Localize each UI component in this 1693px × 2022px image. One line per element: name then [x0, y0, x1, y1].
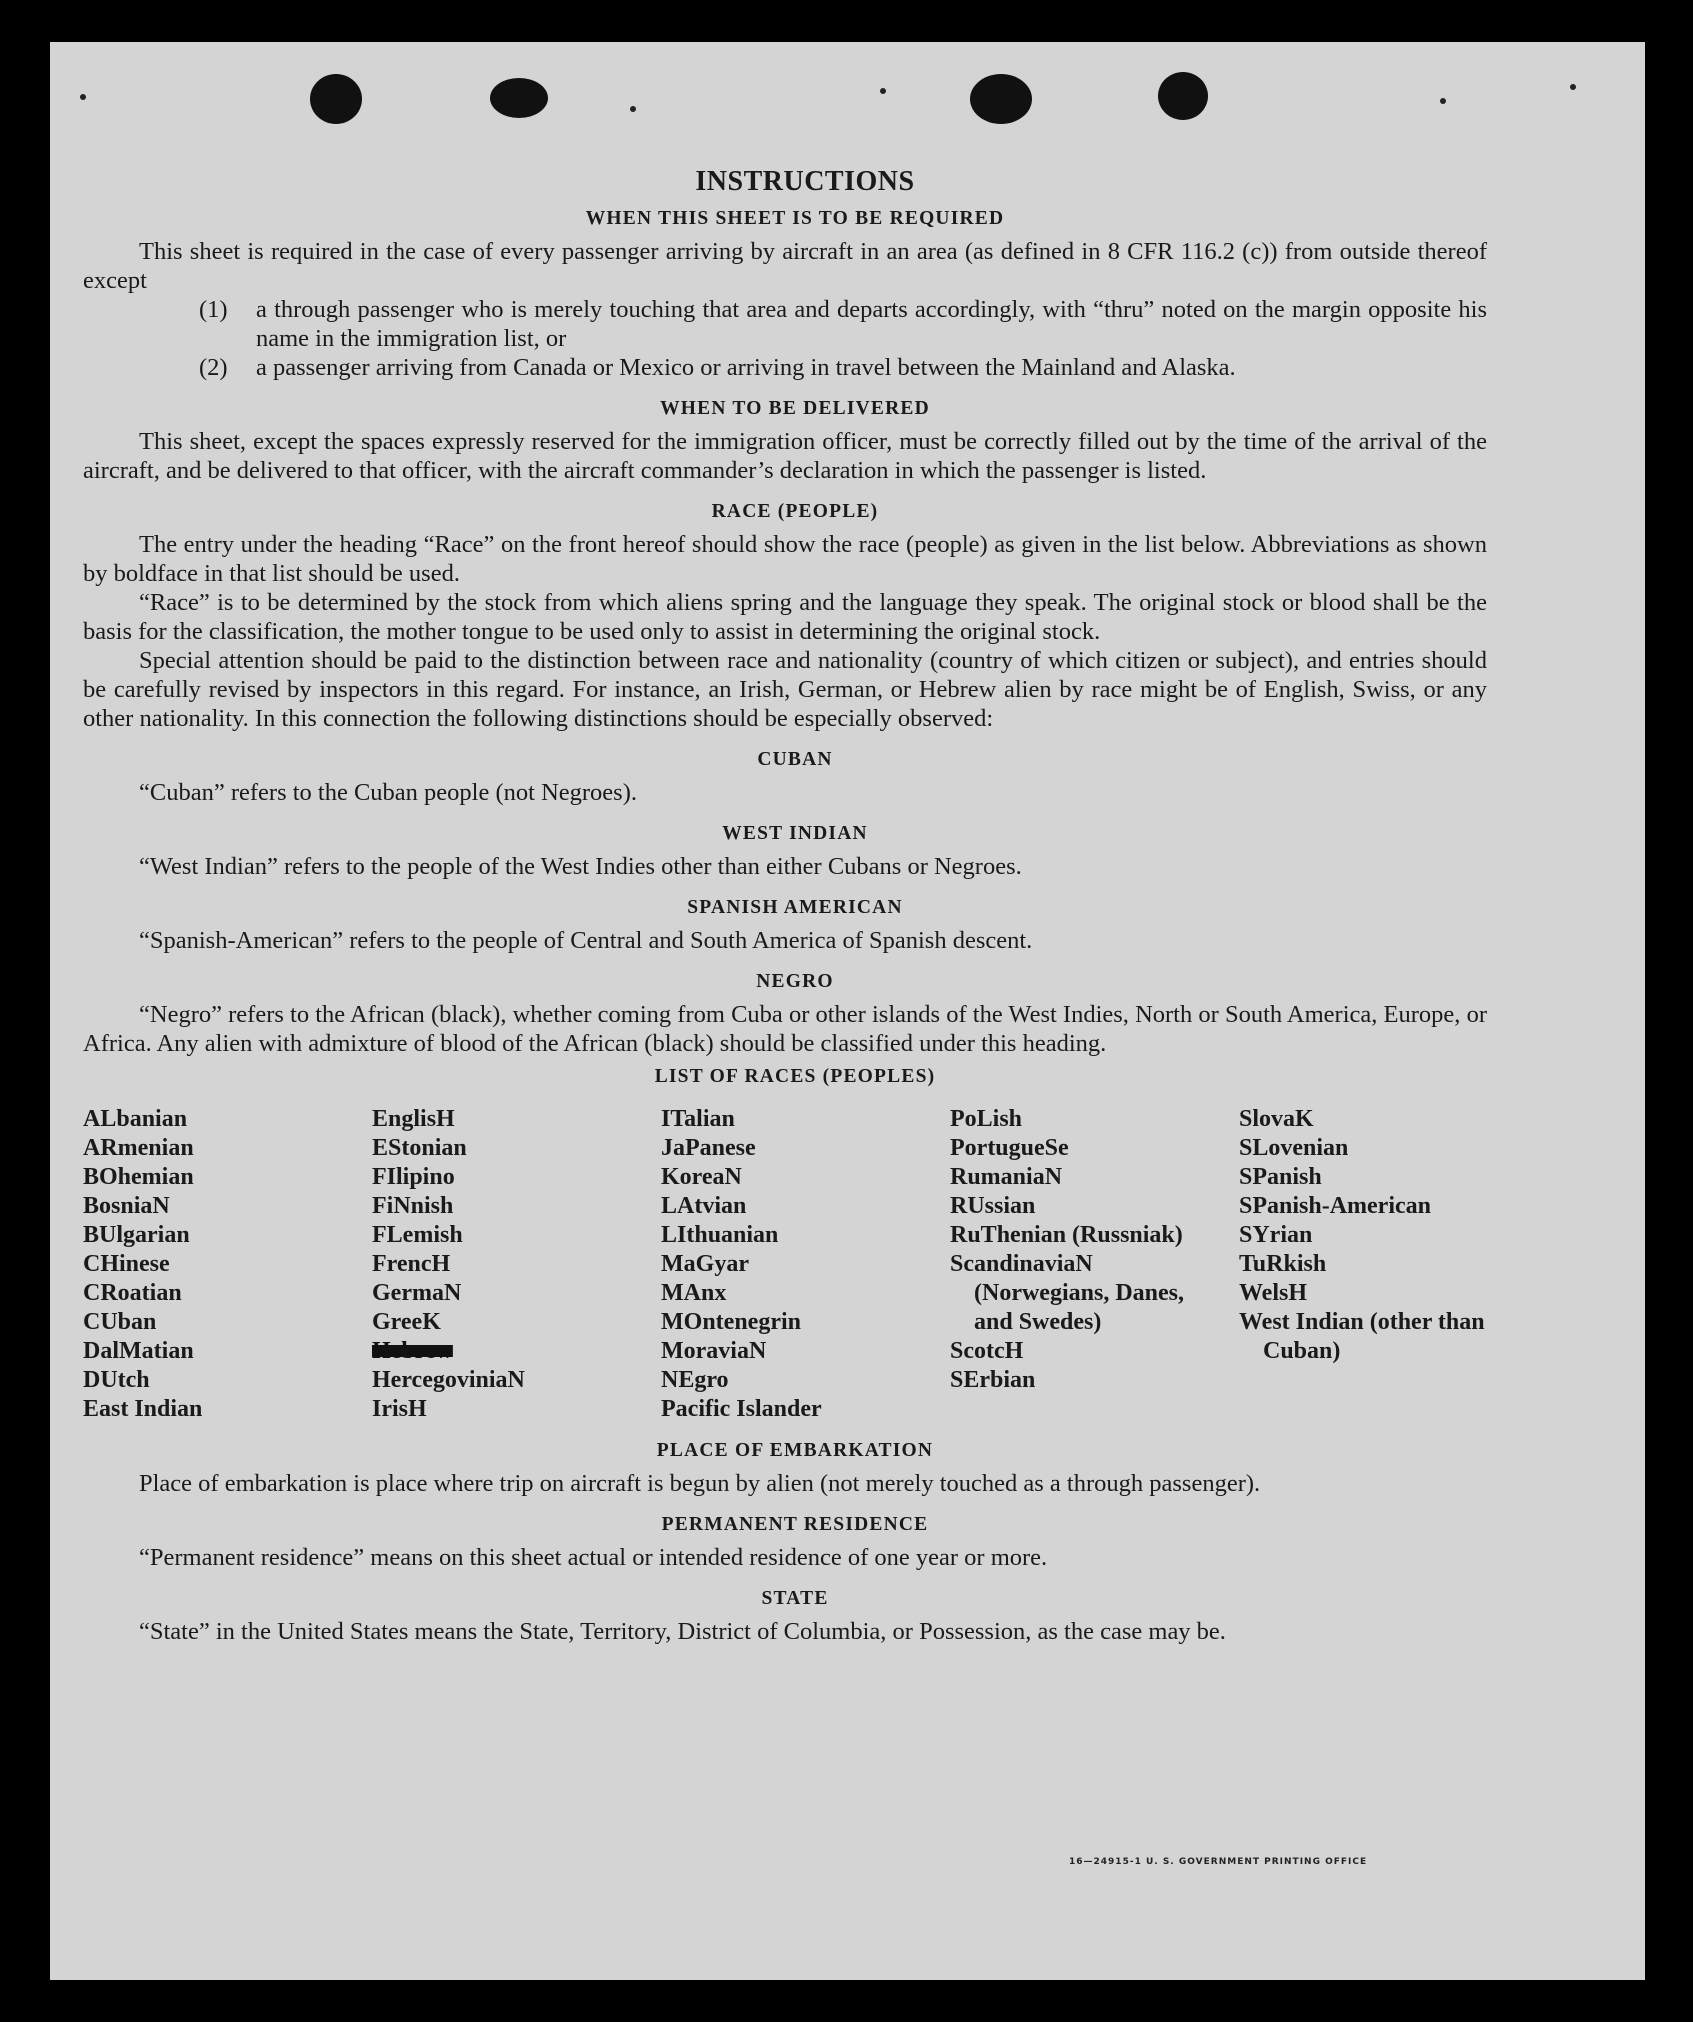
heading-race: RACE (PEOPLE): [711, 501, 879, 522]
cuban-text: “Cuban” refers to the Cuban people (not Negroes).: [139, 779, 637, 806]
spanish-american-text: “Spanish-American” refers to the people of Central and South America of Spanish descent.: [139, 927, 1033, 954]
race-item: SErbian: [950, 1367, 1036, 1393]
speck: [880, 88, 886, 94]
race-item: ARmenian: [83, 1135, 194, 1161]
race-item: East Indian: [83, 1396, 203, 1422]
document-sheet: [50, 42, 1645, 1980]
race-item: CUban: [83, 1309, 157, 1335]
speck: [630, 106, 636, 112]
heading-spanish-american: SPANISH AMERICAN: [687, 897, 903, 918]
punch-hole: [310, 74, 362, 124]
speck: [1570, 84, 1576, 90]
race-item: TuRkish: [1239, 1251, 1327, 1277]
page-title: INSTRUCTIONS: [695, 166, 915, 197]
races-column: [1239, 1105, 1499, 1424]
race-item: RuThenian (Russniak): [950, 1222, 1183, 1248]
race-item: FrencH: [372, 1251, 451, 1277]
heading-when-required: WHEN THIS SHEET IS TO BE REQUIRED: [585, 208, 1005, 229]
race-item: EStonian: [372, 1135, 467, 1161]
exception-list: [83, 295, 1487, 382]
race-item: PoLish: [950, 1106, 1023, 1132]
races-column: [950, 1105, 1239, 1424]
race-item: CRoatian: [83, 1280, 182, 1306]
printing-office-code: 16—24915-1 U. S. GOVERNMENT PRINTING OFFICE: [1069, 1857, 1368, 1867]
race-item: FiNnish: [372, 1193, 454, 1219]
race-item: RumaniaN: [950, 1164, 1063, 1190]
races-column: [372, 1105, 661, 1424]
race-item: MAnx: [661, 1280, 727, 1306]
race-item: LIthuanian: [661, 1222, 779, 1248]
race-item: LAtvian: [661, 1193, 747, 1219]
state-text: “State” in the United States means the State, Territory, District of Columbia, or Possession, as the case may be.: [139, 1618, 1226, 1645]
race-item: GermaN: [372, 1280, 462, 1306]
speck: [80, 94, 86, 100]
race-item: DUtch: [83, 1367, 150, 1393]
punch-hole: [490, 78, 548, 118]
race-item: Pacific Islander: [661, 1396, 822, 1422]
punch-hole: [1158, 72, 1208, 120]
heading-cuban: CUBAN: [757, 749, 833, 770]
race-item: GreeK: [372, 1309, 441, 1335]
race-item: PortugueSe: [950, 1135, 1069, 1161]
heading-residence: PERMANENT RESIDENCE: [661, 1514, 929, 1535]
race-item: ScotcH: [950, 1338, 1024, 1364]
race-item: KoreaN: [661, 1164, 742, 1190]
heading-when-delivered: WHEN TO BE DELIVERED: [660, 398, 930, 419]
negro-text: “Negro” refers to the African (black), whether coming from Cuba or other islands of the West Indies, North or South America, Europe, or Africa. Any alien with admixture of blood of the African (black) should be classified under this heading.: [83, 1001, 1487, 1057]
race-item: ALbanian: [83, 1106, 188, 1132]
race-item: MOntenegrin: [661, 1309, 801, 1335]
race-item-struck-out: Hebrew: [372, 1338, 453, 1364]
race-item: FIlipino: [372, 1164, 455, 1190]
race-item: BUlgarian: [83, 1222, 190, 1248]
race-item: MaGyar: [661, 1251, 749, 1277]
race-item: MoraviaN: [661, 1338, 767, 1364]
instructions-body: [83, 167, 1487, 1646]
race-item: BOhemian: [83, 1164, 194, 1190]
west-indian-text: “West Indian” refers to the people of the West Indies other than either Cubans or Negroes.: [139, 853, 1022, 880]
when-required-intro: This sheet is required in the case of every passenger arriving by aircraft in an area (as defined in 8 CFR 116.2 (c)) from outside thereof except: [83, 238, 1487, 294]
race-item: FLemish: [372, 1222, 463, 1248]
race-item: West Indian (other than Cuban): [1239, 1309, 1485, 1364]
race-item: RUssian: [950, 1193, 1036, 1219]
race-item: ScandinaviaN (Norwegians, Danes, and Swedes): [950, 1251, 1184, 1335]
race-item: NEgro: [661, 1367, 729, 1393]
embarkation-text: Place of embarkation is place where trip on aircraft is begun by alien (not merely touched as a through passenger).: [139, 1470, 1261, 1497]
heading-list-of-races: LIST OF RACES (PEOPLES): [654, 1066, 936, 1087]
when-delivered-text: This sheet, except the spaces expressly reserved for the immigration officer, must be correctly filled out by the time of the arrival of the aircraft, and be delivered to that officer, with the aircraft commander’s declaration in which the passenger is listed.: [83, 428, 1487, 484]
races-column: [661, 1105, 950, 1424]
race-item: ITalian: [661, 1106, 735, 1132]
speck: [1440, 98, 1446, 104]
race-item: SLovenian: [1239, 1135, 1349, 1161]
race-paragraph: Special attention should be paid to the distinction between race and nationality (country of which citizen or subject), and entries should be carefully revised by inspectors in this regard. For instance, an Irish, German, or Hebrew alien by race might be of English, Swiss, or any other nationality. In this connection the following distinctions should be especially observed:: [83, 647, 1487, 732]
race-paragraph: The entry under the heading “Race” on the front hereof should show the race (people) as given in the list below. Abbreviations as shown by boldface in that list should be used.: [83, 531, 1487, 587]
heading-negro: NEGRO: [756, 971, 834, 992]
race-item: SPanish-American: [1239, 1193, 1431, 1219]
race-item: EnglisH: [372, 1106, 455, 1132]
race-item: SlovaK: [1239, 1106, 1314, 1132]
race-item: SYrian: [1239, 1222, 1313, 1248]
race-item: CHinese: [83, 1251, 170, 1277]
heading-state: STATE: [761, 1588, 829, 1609]
race-item: HercegoviniaN: [372, 1367, 525, 1393]
race-item: BosniaN: [83, 1193, 170, 1219]
race-paragraph: “Race” is to be determined by the stock from which aliens spring and the language they speak. The original stock or blood shall be the basis for the classification, the mother tongue to be used only to assist in determining the original stock.: [83, 589, 1487, 645]
punch-hole: [970, 74, 1032, 124]
race-item: WelsH: [1239, 1280, 1308, 1306]
list-item: (1) a through passenger who is merely touching that area and departs accordingly, with “thru” noted on the margin opposite his name in the immigration list, or: [199, 296, 1487, 352]
heading-west-indian: WEST INDIAN: [722, 823, 868, 844]
race-item: SPanish: [1239, 1164, 1322, 1190]
list-item: (2) a passenger arriving from Canada or Mexico or arriving in travel between the Mainland and Alaska.: [199, 354, 1236, 381]
races-column: [83, 1105, 372, 1424]
races-list: [83, 1105, 1487, 1424]
residence-text: “Permanent residence” means on this sheet actual or intended residence of one year or more.: [139, 1544, 1048, 1571]
race-item: JaPanese: [661, 1135, 756, 1161]
heading-embarkation: PLACE OF EMBARKATION: [656, 1440, 934, 1461]
race-item: IrisH: [372, 1396, 427, 1422]
race-item: DalMatian: [83, 1338, 194, 1364]
